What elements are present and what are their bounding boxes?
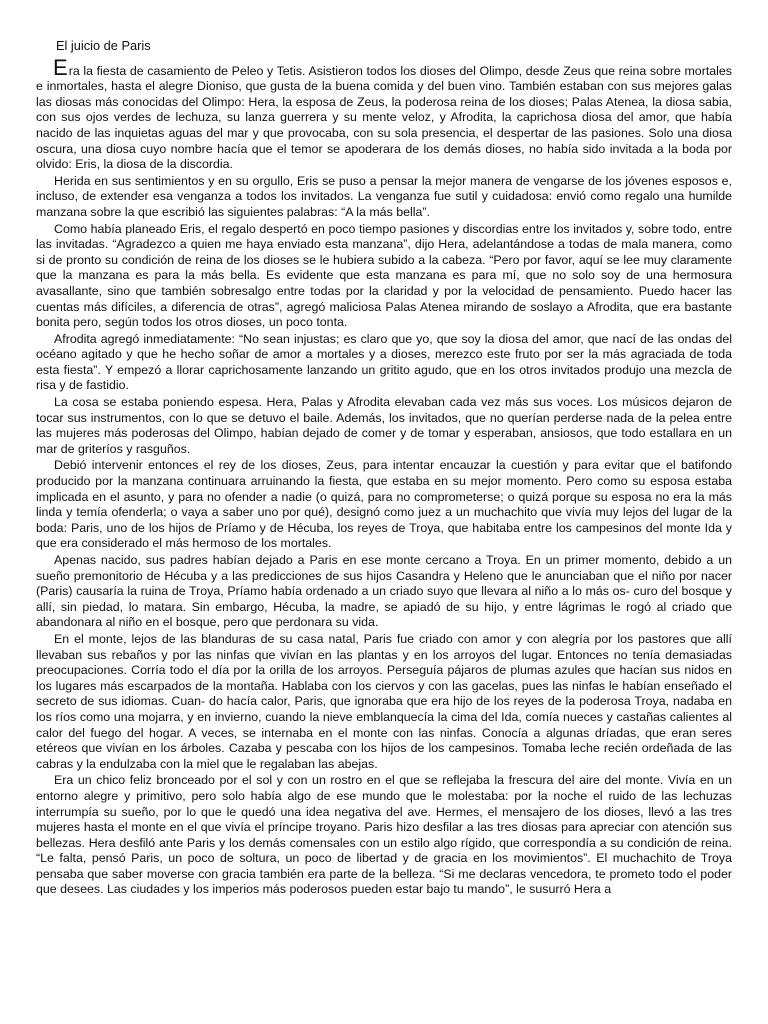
paragraph-2: Herida en sus sentimientos y en su orgullo, Eris se puso a pensar la mejor manera de vengarse de los jóvenes esposos e, incluso, de extender esa venganza a todos los invitados. La venganza fue sutil y cuidadosa: envió como regalo una humilde manzana sobre la que escribió las siguientes palabras: “A la más bella”. bbox=[36, 173, 732, 219]
paragraph-7: Apenas nacido, sus padres habían dejado a Paris en ese monte cercano a Troya. En un primer momento, debido a un sueño premonitorio de Hécuba y a las predicciones de sus hijos Casandra y Heleno que le anunciaban que el niño por nacer (Paris) causaría la ruina de Troya, Príamo había ordenado a un criado suyo que llevara al niño a lo más os- curo del bosque y allí, sin piedad, lo matara. Sin embargo, Hécuba, la madre, se apiadó de su hijo, y entre lágrimas le rogó al criado que abandonara al niño en el bosque, pero que perdonara su vida. bbox=[36, 553, 732, 630]
paragraph-9: Era un chico feliz bronceado por el sol y con un rostro en el que se reflejaba la frescura del aire del monte. Vivía en un entorno alegre y primitivo, pero solo había algo de ese mundo que le molestaba: por la noche el ruido de las lechuzas interrumpía su sueño, por lo que le quedó una idea negativa del ave. Hermes, el mensajero de los dioses, llevó a las tres mujeres hasta el monte en el que vivía el príncipe troyano. Paris hizo desfilar a las tres diosas para apreciar con atención sus bellezas. Hera desfiló ante Paris y los demás comensales con un estilo algo rígido, que correspondía a su condición de reina. “Le falta, pensó Paris, un poco de soltura, un poco de libertad y de gracia en los movimientos”. El muchachito de Troya pensaba que saber moverse con gracia también era parte de la belleza. “Si me declaras vencedora, te prometo todo el poder que desees. Las ciudades y los imperios más poderosos pueden estar bajo tu mando”, le susurró Hera a bbox=[36, 773, 732, 897]
paragraph-5: La cosa se estaba poniendo espesa. Hera, Palas y Afrodita elevaban cada vez más sus voces. Los músicos dejaron de tocar sus instrumentos, con lo que se detuvo el baile. Además, los invitados, que no querían perderse nada de la pelea entre las mujeres más poderosas del Olimpo, habían dejado de comer y de tomar y esperaban, ansiosos, que todo estallara en un mar de griteríos y rasguños. bbox=[36, 395, 732, 456]
drop-cap: E bbox=[53, 54, 68, 80]
paragraph-1 bbox=[36, 54, 732, 173]
paragraph-text: ra la fiesta de casamiento de Peleo y Tetis. Asistieron todos los dioses del Olimpo, desde Zeus que reina sobre mortales e inmortales, hasta el alegre Dioniso, que gusta de la buena comida y del buen vino. También estaban con sus mejores galas las diosas más conocidas del Olimpo: Hera, la esposa de Zeus, la poderosa reina de los dioses; Palas Atenea, la diosa sabia, con sus ojos verdes de lechuza, su lanza guerrera y su mente veloz, y Afrodita, la caprichosa diosa del amor, que había nacido de las inquietas aguas del mar y que provocaba, con su sola presencia, el despertar de las pasiones. Solo una diosa oscura, una diosa cuyo nombre hacía que el temor se apoderara de los demás dioses, no había sido invitada a la boda por olvido: Eris, la diosa de la discordia. bbox=[36, 63, 732, 172]
paragraph-8: En el monte, lejos de las blanduras de su casa natal, Paris fue criado con amor y con alegría por los pastores que allí llevaban sus rebaños y por las ninfas que vivían en las plantas y en los arroyos del lugar. Entonces no tenía demasiadas preocupaciones. Corría todo el día por la orilla de los arroyos. Perseguía pájaros de plumas azules que hacían sus nidos en los lugares más escarpados de la montaña. Hablaba con los ciervos y con las gacelas, pues las ninfas le habían enseñado el secreto de sus idiomas. Cuan- do hacía calor, Paris, que ignoraba que era hijo de los reyes de la poderosa Troya, nadaba en los ríos como una mojarra, y en invierno, cuando la nieve emblanquecía la cima del Ida, comía nueces y castañas calientes al calor del fuego del hogar. A veces, se internaba en el monte con las ninfas. Conocía a algunas dríadas, que eran seres etéreos que vivían en los árboles. Cazaba y pescaba con los hijos de los campesinos. Tomaba leche recién ordeñada de las cabras y la endulzaba con la miel que le regalaban las abejas. bbox=[36, 631, 732, 771]
paragraph-6: Debió intervenir entonces el rey de los dioses, Zeus, para intentar encauzar la cuestión y para evitar que el batifondo producido por la manzana continuara arruinando la fiesta, que estaba en su mejor momento. Pero como su esposa estaba implicada en el asunto, y para no ofender a nadie (o quizá, para no comprometerse; o quizá porque su esposa no era la más linda y temía ofenderla; o vaya a saber uno por qué), designó como juez a un muchachito que vivía muy lejos del lugar de la boda: Paris, uno de los hijos de Príamo y de Hécuba, los reyes de Troya, que habitaba entre los campesinos del monte Ida y que era considerado el más hermoso de los mortales. bbox=[36, 458, 732, 551]
paragraph-3: Como había planeado Eris, el regalo despertó en poco tiempo pasiones y discordias entre los invitados y, sobre todo, entre las invitadas. “Agradezco a quien me haya enviado esta manzana”, dijo Hera, adelantándose a todas de mala manera, como si de pronto su condición de reina de los dioses se le hubiera subido a la cabeza. “Pero por favor, aquí se lee muy claramente que la manzana es para la más bella. Es evidente que esta manzana es para mí, que no solo soy de una hermosura avasallante, sino que también sobresalgo entre todas por la claridad y por la velocidad de pensamiento. Puedo hacer las cuentas más difíciles, a diferencia de otras”, agregó maliciosa Palas Atenea mirando de soslayo a Afrodita, que era bastante bonita pero, según todos los otros dioses, un poco tonta. bbox=[36, 221, 732, 330]
document-page bbox=[36, 38, 732, 899]
page-title: El juicio de Paris bbox=[56, 38, 151, 53]
paragraph-4: Afrodita agregó inmediatamente: “No sean injustas; es claro que yo, que soy la diosa del amor, que nací de las ondas del océano agitado y que he hecho soñar de amor a mortales y a dioses, merezco este fruto por ser la más agraciada de toda esta fiesta”. Y empezó a llorar caprichosamente lanzando un gritito agudo, que en los otros invitados produjo una mezcla de risa y de fastidio. bbox=[36, 331, 732, 393]
